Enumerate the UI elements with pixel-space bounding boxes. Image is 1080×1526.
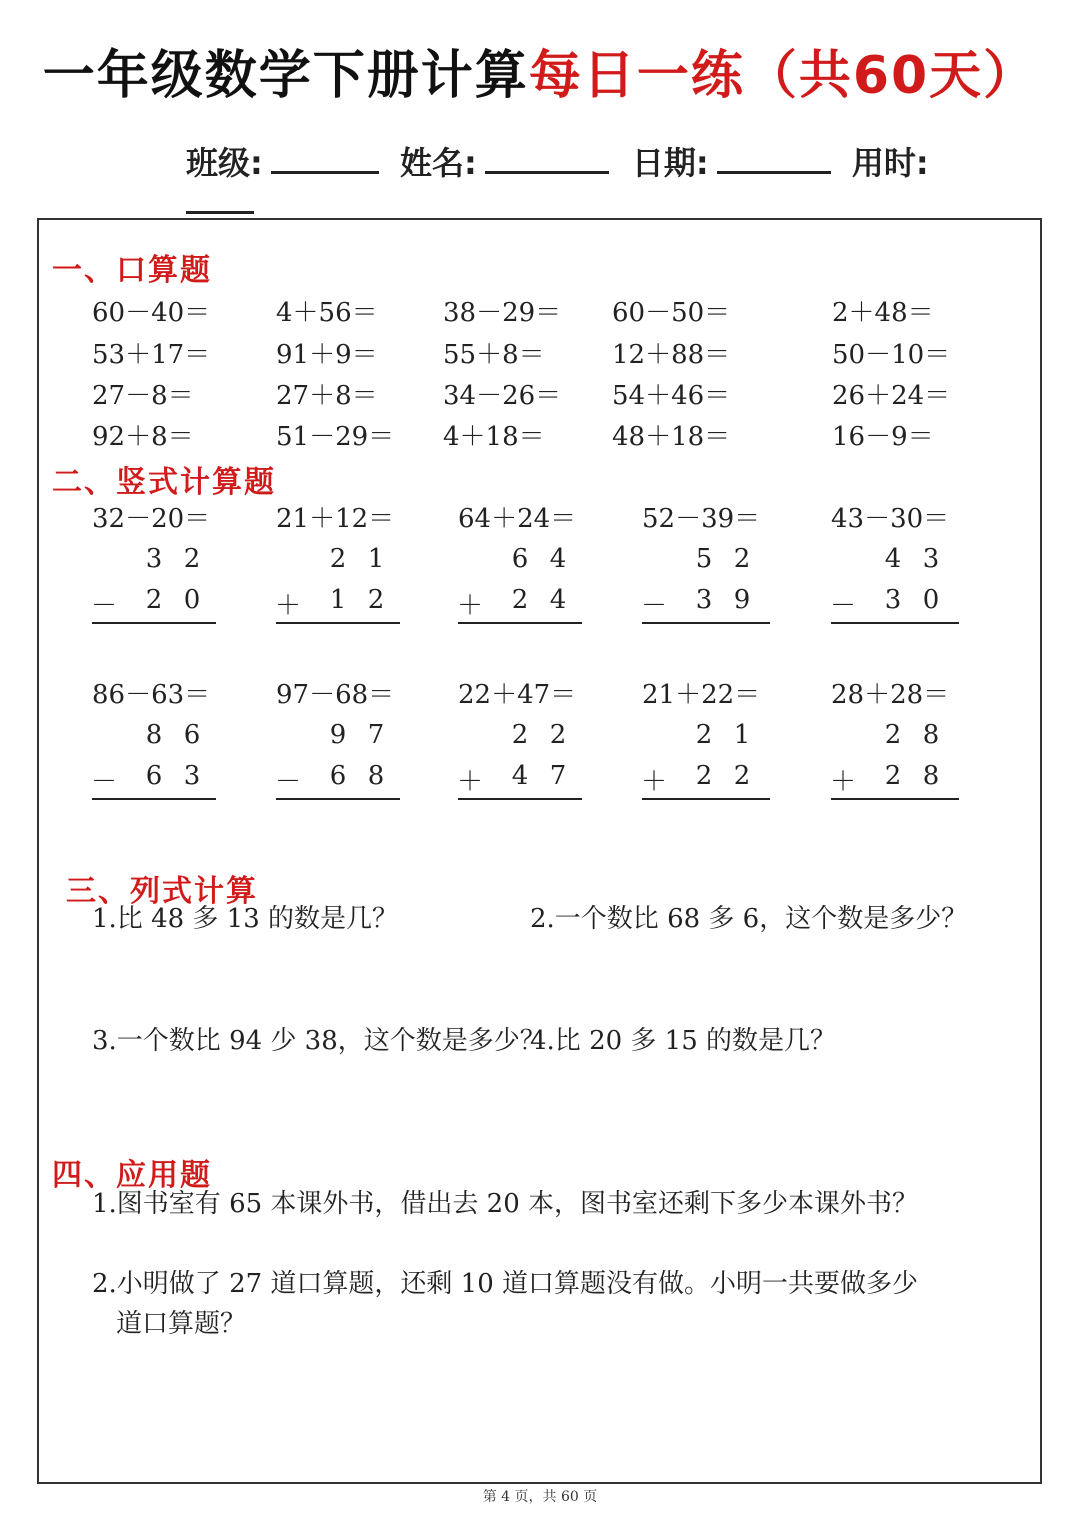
vertical-bottom-digit: 1: [329, 585, 347, 615]
vertical-answer-line: [92, 622, 216, 624]
vertical-top-digit: 3: [922, 544, 940, 574]
oral-expression: 54＋46＝: [612, 381, 731, 411]
vertical-operator: －: [640, 591, 667, 621]
vertical-top-digit: 1: [367, 544, 385, 574]
vertical-operator: ＋: [456, 591, 483, 621]
vertical-answer-line: [458, 798, 582, 800]
name-blank[interactable]: [485, 145, 609, 174]
vertical-bottom-digit: 8: [367, 761, 385, 791]
vertical-bottom-digit: 0: [183, 585, 201, 615]
vertical-top-digit: 2: [884, 720, 902, 750]
vertical-top-digit: 1: [733, 720, 751, 750]
section-vertical-title: 二、竖式计算题: [52, 465, 276, 500]
section-word-title: 四、应用题: [52, 1158, 212, 1193]
oral-expression: 27＋8＝: [276, 381, 378, 411]
written-question: 2.一个数比 68 多 6，这个数是多少？: [530, 904, 968, 934]
vertical-answer-line: [276, 622, 400, 624]
section-oral-title: 一、口算题: [52, 253, 212, 288]
title-highlight: 每日一练（共60天）: [528, 46, 1038, 106]
vertical-operator: －: [829, 591, 856, 621]
written-question: 3.一个数比 94 少 38，这个数是多少？: [92, 1026, 546, 1056]
oral-expression: 53＋17＝: [92, 340, 211, 370]
vertical-answer-line: [642, 798, 770, 800]
vertical-expression: 86－63＝: [92, 680, 211, 710]
vertical-expression: 43－30＝: [831, 504, 950, 534]
section-written-title: 三、列式计算: [66, 874, 258, 909]
vertical-operator: －: [90, 767, 117, 797]
vertical-bottom-digit: 2: [511, 585, 529, 615]
oral-expression: 51－29＝: [276, 422, 395, 452]
vertical-answer-line: [831, 798, 959, 800]
oral-expression: 91＋9＝: [276, 340, 378, 370]
page-footer: 第 4 页，共 60 页: [482, 1489, 598, 1505]
time-label: 用时:: [851, 144, 929, 182]
date-label: 日期:: [631, 144, 709, 182]
oral-expression: 60－40＝: [92, 298, 211, 328]
vertical-operator: －: [90, 591, 117, 621]
vertical-expression: 21＋22＝: [642, 680, 761, 710]
vertical-top-digit: 8: [145, 720, 163, 750]
oral-expression: 55＋8＝: [443, 340, 545, 370]
vertical-answer-line: [276, 798, 400, 800]
student-info-row: [186, 138, 986, 222]
vertical-bottom-digit: 8: [922, 761, 940, 791]
vertical-operator: －: [274, 767, 301, 797]
oral-expression: 2＋48＝: [832, 298, 934, 328]
vertical-top-digit: 6: [183, 720, 201, 750]
vertical-top-digit: 6: [511, 544, 529, 574]
vertical-expression: 21＋12＝: [276, 504, 395, 534]
word-problem-continued: 道口算题？: [116, 1309, 247, 1339]
vertical-top-digit: 2: [549, 720, 567, 750]
oral-expression: 92＋8＝: [92, 422, 194, 452]
word-problem: 2.小明做了 27 道口算题，还剩 10 道口算题没有做。小明一共要做多少: [92, 1269, 919, 1299]
vertical-operator: ＋: [829, 767, 856, 797]
vertical-bottom-digit: 3: [695, 585, 713, 615]
time-blank[interactable]: [186, 185, 254, 214]
vertical-bottom-digit: 2: [367, 585, 385, 615]
oral-expression: 26＋24＝: [832, 381, 951, 411]
vertical-bottom-digit: 2: [733, 761, 751, 791]
oral-expression: 4＋18＝: [443, 422, 545, 452]
vertical-top-digit: 9: [329, 720, 347, 750]
word-problem: 1.图书室有 65 本课外书，借出去 20 本，图书室还剩下多少本课外书？: [92, 1189, 919, 1219]
vertical-bottom-digit: 3: [884, 585, 902, 615]
vertical-expression: 32－20＝: [92, 504, 211, 534]
vertical-bottom-digit: 6: [329, 761, 347, 791]
vertical-top-digit: 2: [733, 544, 751, 574]
oral-expression: 12＋88＝: [612, 340, 731, 370]
vertical-answer-line: [458, 622, 582, 624]
oral-expression: 38－29＝: [443, 298, 562, 328]
oral-expression: 27－8＝: [92, 381, 194, 411]
vertical-expression: 64＋24＝: [458, 504, 577, 534]
oral-expression: 34－26＝: [443, 381, 562, 411]
name-label: 姓名:: [399, 144, 477, 182]
oral-expression: 4＋56＝: [276, 298, 378, 328]
worksheet-title: [0, 40, 1080, 112]
vertical-bottom-digit: 9: [733, 585, 751, 615]
vertical-bottom-digit: 4: [549, 585, 567, 615]
vertical-expression: 28＋28＝: [831, 680, 950, 710]
oral-expression: 48＋18＝: [612, 422, 731, 452]
vertical-top-digit: 5: [695, 544, 713, 574]
vertical-bottom-digit: 7: [549, 761, 567, 791]
vertical-top-digit: 2: [329, 544, 347, 574]
vertical-top-digit: 8: [922, 720, 940, 750]
vertical-top-digit: 4: [884, 544, 902, 574]
vertical-operator: ＋: [274, 591, 301, 621]
vertical-expression: 52－39＝: [642, 504, 761, 534]
class-label: 班级:: [186, 144, 263, 182]
vertical-expression: 97－68＝: [276, 680, 395, 710]
vertical-top-digit: 3: [145, 544, 163, 574]
written-question: 1.比 48 多 13 的数是几？: [92, 904, 399, 934]
vertical-answer-line: [831, 622, 959, 624]
vertical-top-digit: 4: [549, 544, 567, 574]
vertical-bottom-digit: 2: [145, 585, 163, 615]
oral-expression: 16－9＝: [832, 422, 934, 452]
date-blank[interactable]: [717, 145, 831, 174]
vertical-operator: ＋: [640, 767, 667, 797]
vertical-operator: ＋: [456, 767, 483, 797]
vertical-bottom-digit: 3: [183, 761, 201, 791]
oral-expression: 50－10＝: [832, 340, 951, 370]
class-blank[interactable]: [271, 145, 379, 174]
vertical-top-digit: 7: [367, 720, 385, 750]
vertical-bottom-digit: 2: [884, 761, 902, 791]
written-question: 4.比 20 多 15 的数是几？: [530, 1026, 837, 1056]
vertical-top-digit: 2: [695, 720, 713, 750]
vertical-bottom-digit: 2: [695, 761, 713, 791]
vertical-bottom-digit: 6: [145, 761, 163, 791]
oral-expression: 60－50＝: [612, 298, 731, 328]
vertical-top-digit: 2: [511, 720, 529, 750]
vertical-top-digit: 2: [183, 544, 201, 574]
vertical-expression: 22＋47＝: [458, 680, 577, 710]
vertical-answer-line: [92, 798, 216, 800]
vertical-bottom-digit: 4: [511, 761, 529, 791]
vertical-bottom-digit: 0: [922, 585, 940, 615]
title-main: 一年级数学下册计算: [42, 46, 529, 106]
vertical-answer-line: [642, 622, 770, 624]
